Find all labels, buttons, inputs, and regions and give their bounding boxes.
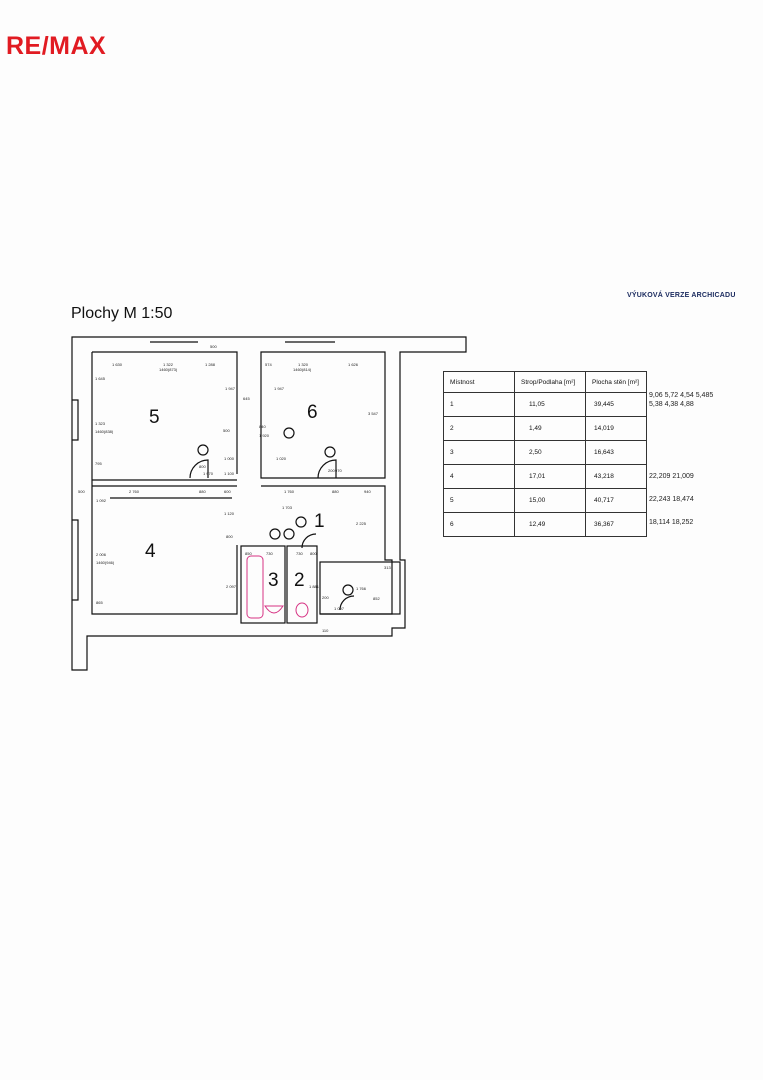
svg-text:1 020: 1 020 [276,456,287,461]
svg-text:730: 730 [266,551,273,556]
cell-room: 3 [444,441,515,465]
svg-text:574: 574 [265,362,272,367]
svg-text:800: 800 [310,551,317,556]
svg-text:880: 880 [199,489,206,494]
svg-text:2 097: 2 097 [226,584,237,589]
svg-text:880: 880 [332,489,339,494]
svg-text:840: 840 [259,424,266,429]
svg-text:1 322: 1 322 [163,362,174,367]
svg-text:2 225: 2 225 [356,521,367,526]
table-row [444,417,647,441]
svg-text:1 760: 1 760 [284,489,295,494]
svg-text:1460(946): 1460(946) [96,560,115,565]
area-table [443,371,647,537]
table-row [444,465,647,489]
cell-ceiling-floor: 15,00 [515,489,586,513]
toilet [296,603,308,617]
outer-wall [72,337,466,670]
svg-text:200: 200 [328,468,335,473]
cell-room: 4 [444,465,515,489]
svg-text:200: 200 [322,595,329,600]
cell-wall-area: 14,019 [586,417,647,441]
svg-text:1 947: 1 947 [225,386,236,391]
svg-text:1 766: 1 766 [356,586,367,591]
svg-text:795: 795 [95,461,102,466]
header-ceiling-floor: Strop/Podlaha [m²] [515,372,586,393]
svg-text:1 320: 1 320 [298,362,309,367]
dimension-labels [78,344,391,633]
handwritten-note: 22,209 21,009 [649,473,694,480]
archicad-watermark: VÝUKOVÁ VERZE ARCHICADU [627,292,736,299]
cell-room: 1 [444,393,515,417]
handwritten-note: 9,06 5,72 4,54 5,485 [649,392,714,399]
svg-text:110: 110 [322,628,329,633]
inner-wall [92,352,237,614]
svg-text:1 970: 1 970 [203,471,214,476]
svg-text:730: 730 [296,551,303,556]
svg-text:2 760: 2 760 [129,489,140,494]
cell-room: 6 [444,513,515,537]
sink [265,606,283,613]
svg-text:800: 800 [199,464,206,469]
header-room: Místnost [444,372,515,393]
room-label: 6 [307,402,318,423]
cell-ceiling-floor: 17,01 [515,465,586,489]
handwritten-note: 22,243 18,474 [649,496,694,503]
room-label: 5 [149,407,160,428]
svg-text:1 920: 1 920 [259,433,270,438]
svg-text:3 547: 3 547 [368,411,379,416]
room-label: 4 [145,541,156,562]
svg-text:1460(873): 1460(873) [159,367,178,372]
svg-text:1 092: 1 092 [96,498,107,503]
cell-wall-area: 16,643 [586,441,647,465]
cell-ceiling-floor: 12,49 [515,513,586,537]
svg-text:500: 500 [78,489,85,494]
svg-text:1 626: 1 626 [348,362,359,367]
plan-title: Plochy M 1:50 [71,305,173,322]
svg-text:500: 500 [223,428,230,433]
cell-wall-area: 36,367 [586,513,647,537]
svg-text:1 323: 1 323 [95,421,106,426]
cell-room: 2 [444,417,515,441]
svg-text:1 120: 1 120 [224,511,235,516]
svg-text:852: 852 [373,596,380,601]
header-wall-area: Plocha stěn [m²] [586,372,647,393]
svg-text:800: 800 [226,534,233,539]
table-header-row [444,372,647,393]
room-label: 2 [294,570,305,591]
svg-text:500: 500 [210,344,217,349]
room-label: 3 [268,570,279,591]
svg-text:1 630: 1 630 [112,362,123,367]
svg-text:1 100: 1 100 [224,471,235,476]
svg-text:1 703: 1 703 [282,505,293,510]
svg-text:1 000: 1 000 [224,456,235,461]
cell-ceiling-floor: 1,49 [515,417,586,441]
svg-text:600: 600 [224,489,231,494]
svg-text:940: 940 [364,489,371,494]
svg-text:1460(814): 1460(814) [293,367,312,372]
handwritten-note: 18,114 18,252 [649,519,694,526]
cell-room: 5 [444,489,515,513]
svg-text:970: 970 [335,468,342,473]
svg-text:850: 850 [245,551,252,556]
svg-text:1 097: 1 097 [334,606,345,611]
svg-text:1460(838): 1460(838) [95,429,114,434]
bathtub [247,556,263,618]
column [198,445,208,455]
svg-text:1 947: 1 947 [274,386,285,391]
svg-text:1 645: 1 645 [95,376,106,381]
cell-ceiling-floor: 2,50 [515,441,586,465]
handwritten-note: 5,38 4,38 4,88 [649,401,694,408]
table-row [444,513,647,537]
svg-text:1 288: 1 288 [205,362,216,367]
table-row [444,441,647,465]
room-label: 1 [314,511,325,532]
cell-ceiling-floor: 11,05 [515,393,586,417]
svg-text:1 881: 1 881 [309,584,320,589]
cell-wall-area: 39,445 [586,393,647,417]
table-row [444,393,647,417]
svg-text:313: 313 [384,565,391,570]
svg-text:2 006: 2 006 [96,552,107,557]
svg-text:645: 645 [243,396,250,401]
cell-wall-area: 43,218 [586,465,647,489]
cell-wall-area: 40,717 [586,489,647,513]
svg-text:865: 865 [96,600,103,605]
remax-logo: RE/MAX [6,32,107,60]
table-row [444,489,647,513]
